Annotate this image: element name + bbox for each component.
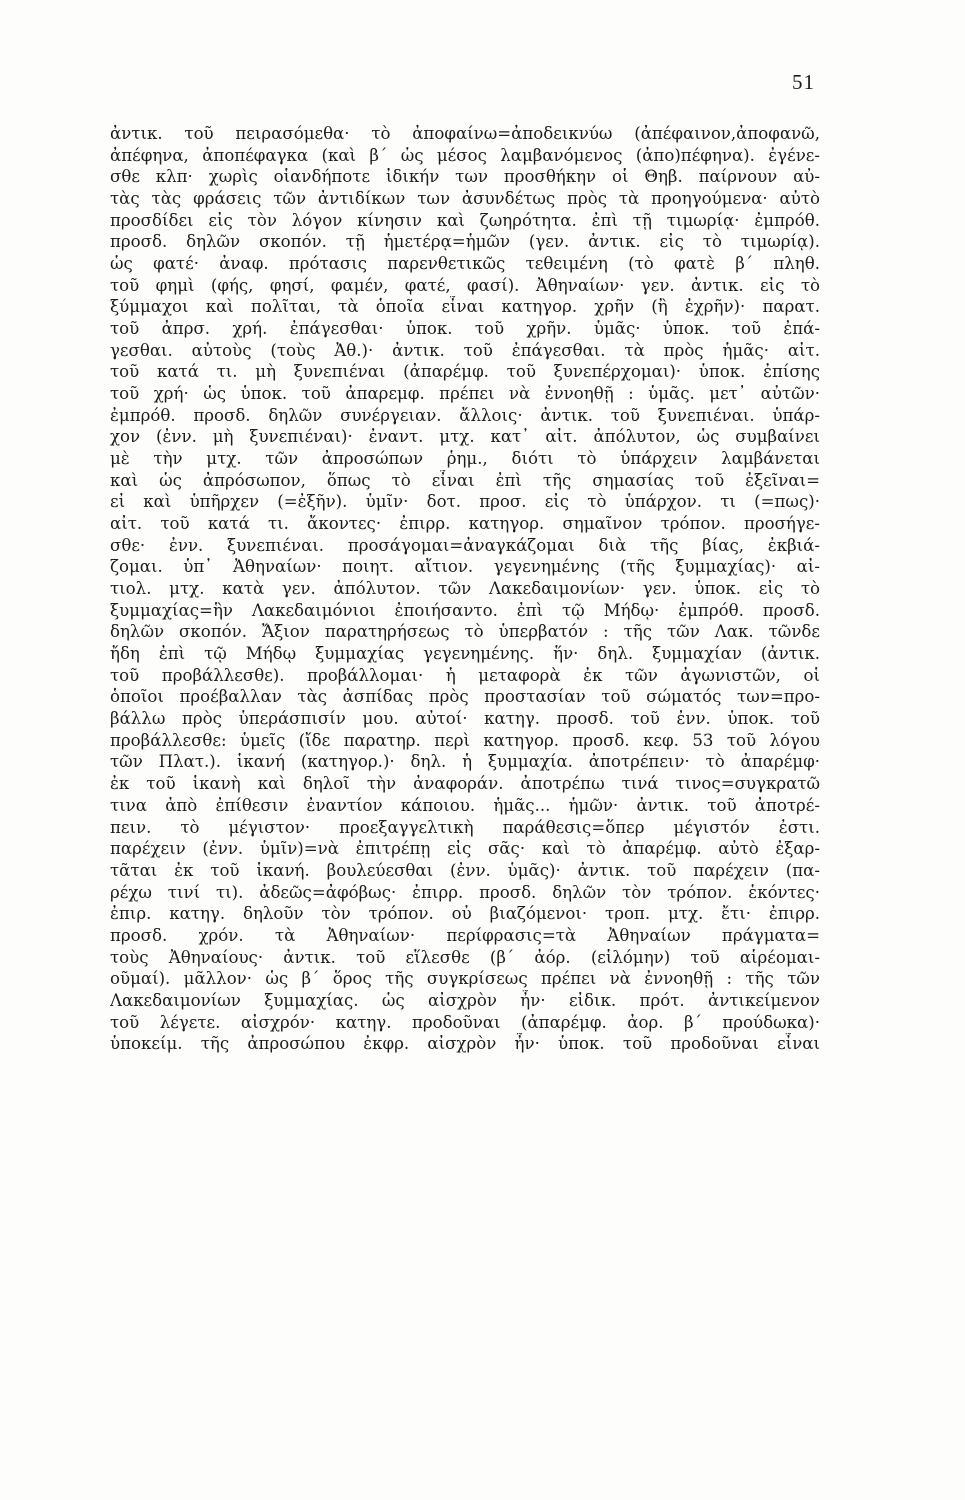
text-line: προσδ. χρόν. τὰ Ἀθηναίων· περίφρασις=τὰ Ἀθηναίων πράγματα= [110, 925, 820, 945]
text-line: τῶν Πλατ.). ἱκανή (κατηγορ.)· δηλ. ἡ ξυμμαχία. ἀποτρέπειν· τὸ ἀπαρέμφ· [110, 752, 820, 772]
text-line: ξυμμαχίας=ἣν Λακεδαιμόνιοι ἐποιήσαντο. ἐπὶ τῷ Μήδῳ· ἐμπρόθ. προσδ. [110, 600, 820, 620]
text-line: τοῦ κατά τι. μὴ ξυνεπιέναι (ἀπαρέμφ. τοῦ ξυνεπέρχομαι)· ὑποκ. ἐπίσης [110, 362, 820, 382]
text-line: σθε κλπ· χωρὶς οἱανδήποτε ἰδικήν των προσθήκην οἱ Θηβ. παίρνουν αὐ- [110, 167, 820, 187]
text-line: ἀντικ. τοῦ πειρασόμεθα· τὸ ἀποφαίνω=ἀποδεικνύω (ἀπέφαινον,ἀποφανῶ, [110, 124, 820, 143]
page-number: 51 [792, 70, 815, 94]
text-line: οῦμαί). μᾶλλον· ὡς β΄ ὅρος τῆς συγκρίσεως πρέπει νὰ ἐννοηθῇ : τῆς τῶν [110, 969, 820, 989]
text-line: ἐμπρόθ. προσδ. δηλῶν συνέργειαν. ἄλλοις· ἀντικ. τοῦ ξυνεπιέναι. ὑπάρ- [110, 405, 820, 425]
text-line: ξύμμαχοι καὶ πολῖται, τὰ ὁποῖα εἶναι κατηγορ. χρῆν (ἢ ἐχρῆν)· παρατ. [110, 297, 820, 317]
text-line: καὶ ὡς ἀπρόσωπον, ὅπως τὸ εἶναι ἐπὶ τῆς σημασίας τοῦ ἐξεῖναι= [110, 470, 820, 490]
text-line: τιολ. μτχ. κατὰ γεν. ἀπόλυτον. τῶν Λακεδαιμονίων· γεν. ὑποκ. εἰς τὸ [110, 579, 820, 599]
text-line: τοῦ λέγετε. αἰσχρόν· κατηγ. προδοῦναι (ἀπαρέμφ. ἀορ. β΄ προύδωκα)· [110, 1012, 820, 1032]
text-line: γεσθαι. αὐτοὺς (τοὺς Ἀθ.)· ἀντικ. τοῦ ἐπάγεσθαι. τὰ πρὸς ἡμᾶς· αἰτ. [110, 340, 820, 360]
text-line: παρέχειν (ἐνν. ὑμῖν)=νὰ ἐπιτρέπῃ εἰς σᾶς· καὶ τὸ ἀπαρέμφ. αὐτὸ ἐξαρ- [110, 839, 820, 859]
text-line: τινα ἀπὸ ἐπίθεσιν ἐναντίον κάποιου. ἡμᾶς... ἡμῶν· ἀντικ. τοῦ ἀποτρέ- [110, 795, 820, 815]
text-line: δηλῶν σκοπόν. Ἄξιον παρατηρήσεως τὸ ὑπερβατόν : τῆς τῶν Λακ. τῶνδε [110, 622, 820, 642]
text-line: ζομαι. ὑπ᾽ Ἀθηναίων· ποιητ. αἴτιον. γεγενημένης (τῆς ξυμμαχίας)· αἰ- [110, 557, 820, 577]
text-line: προβάλλεσθε: ὑμεῖς (ἴδε παρατηρ. περὶ κατηγορ. προσδ. κεφ. 53 τοῦ λόγου [110, 730, 820, 750]
text-line: τοῦ ἀπρσ. χρή. ἐπάγεσθαι· ὑποκ. τοῦ χρῆν. ὑμᾶς· ὑποκ. τοῦ ἐπά- [110, 319, 820, 339]
text-line: ἀπέφηνα, ἀποπέφαγκα (καὶ β΄ ὡς μέσος λαμβανόμενος (ἀπο)πέφηνα). ἐγένε- [110, 145, 820, 165]
text-line: ἐκ τοῦ ἱκανὴ καὶ δηλοῖ τὴν ἀναφοράν. ἀποτρέπω τινά τινος=συγκρατῶ [110, 774, 820, 794]
text-line: αἰτ. τοῦ κατά τι. ἄκοντες· ἐπιρρ. κατηγορ. σημαῖνον τρόπον. προσήγε- [110, 514, 820, 534]
text-line: τοῦ χρή· ὡς ὑποκ. τοῦ ἀπαρεμφ. πρέπει νὰ ἐννοηθῇ : ὑμᾶς. μετ᾽ αὐτῶν· [110, 384, 820, 404]
text-line: τᾶται ἐκ τοῦ ἱκανή. βουλεύεσθαι (ἐνν. ὑμᾶς)· ἀντικ. τοῦ παρέχειν (πα- [110, 860, 820, 880]
text-line: ρέχω τινί τι). ἀδεῶς=ἀφόβως· ἐπιρρ. προσδ. δηλῶν τὸν τρόπον. ἑκόντες· [110, 882, 820, 902]
text-line [110, 1055, 820, 1077]
commentary-text [110, 123, 820, 1077]
text-line: τοὺς Ἀθηναίους· ἀντικ. τοῦ εἵλεσθε (β΄ ἀόρ. (εἱλόμην) τοῦ αἱρέομαι- [110, 947, 820, 967]
text-line: ὑποκείμ. τῆς ἀπροσώπου ἐκφρ. αἰσχρὸν ἦν· ὑποκ. τοῦ προδοῦναι εἶναι [110, 1034, 820, 1054]
text-line: πειν. τὸ μέγιστον· προεξαγγελτικὴ παράθεσις=ὅπερ μέγιστόν ἐστι. [110, 817, 820, 837]
text-line: ἐπιρ. κατηγ. δηλοῦν τὸν τρόπον. οὐ βιαζόμενοι· τροπ. μτχ. ἔτι· ἐπιρρ. [110, 904, 820, 924]
text-line: τοῦ φημὶ (φής, φησί, φαμέν, φατέ, φασί). Ἀθηναίων· γεν. ἀντικ. εἰς τὸ [110, 275, 820, 295]
text-line: εἰ καὶ ὑπῆρχεν (=ἐξῆν). ὑμῖν· δοτ. προσ. εἰς τὸ ὑπάρχον. τι (=πως)· [110, 492, 820, 512]
text-line: μὲ τὴν μτχ. τῶν ἀπροσώπων ῥημ., διότι τὸ ὑπάρχειν λαμβάνεται [110, 449, 820, 469]
text-line: τοῦ προβάλλεσθε). προβάλλομαι· ἡ μεταφορὰ ἐκ τῶν ἀγωνιστῶν, οἱ [110, 665, 820, 685]
text-line: χον (ἐνν. μὴ ξυνεπιέναι)· ἐναντ. μτχ. κατ᾽ αἰτ. ἀπόλυτον, ὡς συμβαίνει [110, 427, 820, 447]
text-line: ὁποῖοι προέβαλλαν τὰς ἀσπίδας πρὸς προστασίαν τοῦ σώματός των=προ- [110, 687, 820, 707]
text-line: προσδίδει εἰς τὸν λόγον κίνησιν καὶ ζωηρότητα. ἐπὶ τῇ τιμωρίᾳ· ἐμπρόθ. [110, 210, 820, 230]
text-line: τὰς τὰς φράσεις τῶν ἀντιδίκων των ἀσυνδέτως πρὸς τὰ προηγούμενα· αὐτὸ [110, 189, 820, 209]
text-line: σθε· ἐνν. ξυνεπιέναι. προσάγομαι=ἀναγκάζομαι διὰ τῆς βίας, ἐκβιά- [110, 535, 820, 555]
text-line: προσδ. δηλῶν σκοπόν. τῇ ἡμετέρᾳ=ἡμῶν (γεν. ἀντικ. εἰς τὸ τιμωρίᾳ). [110, 232, 820, 252]
text-line: ὡς φατέ· ἀναφ. πρότασις παρενθετικῶς τεθειμένη (τὸ φατὲ β΄ πληθ. [110, 254, 820, 274]
text-line: βάλλω πρὸς ὑπεράσπισίν μου. αὐτοί· κατηγ. προσδ. τοῦ ἐνν. ὑποκ. τοῦ [110, 709, 820, 729]
text-line: Λακεδαιμονίων ξυμμαχίας. ὡς αἰσχρὸν ἦν· εἰδικ. πρότ. ἀντικείμενον [110, 990, 820, 1010]
text-line: ἤδη ἐπὶ τῷ Μήδῳ ξυμμαχίας γεγενημένης. ἥν· δηλ. ξυμμαχίαν (ἀντικ. [110, 644, 820, 664]
